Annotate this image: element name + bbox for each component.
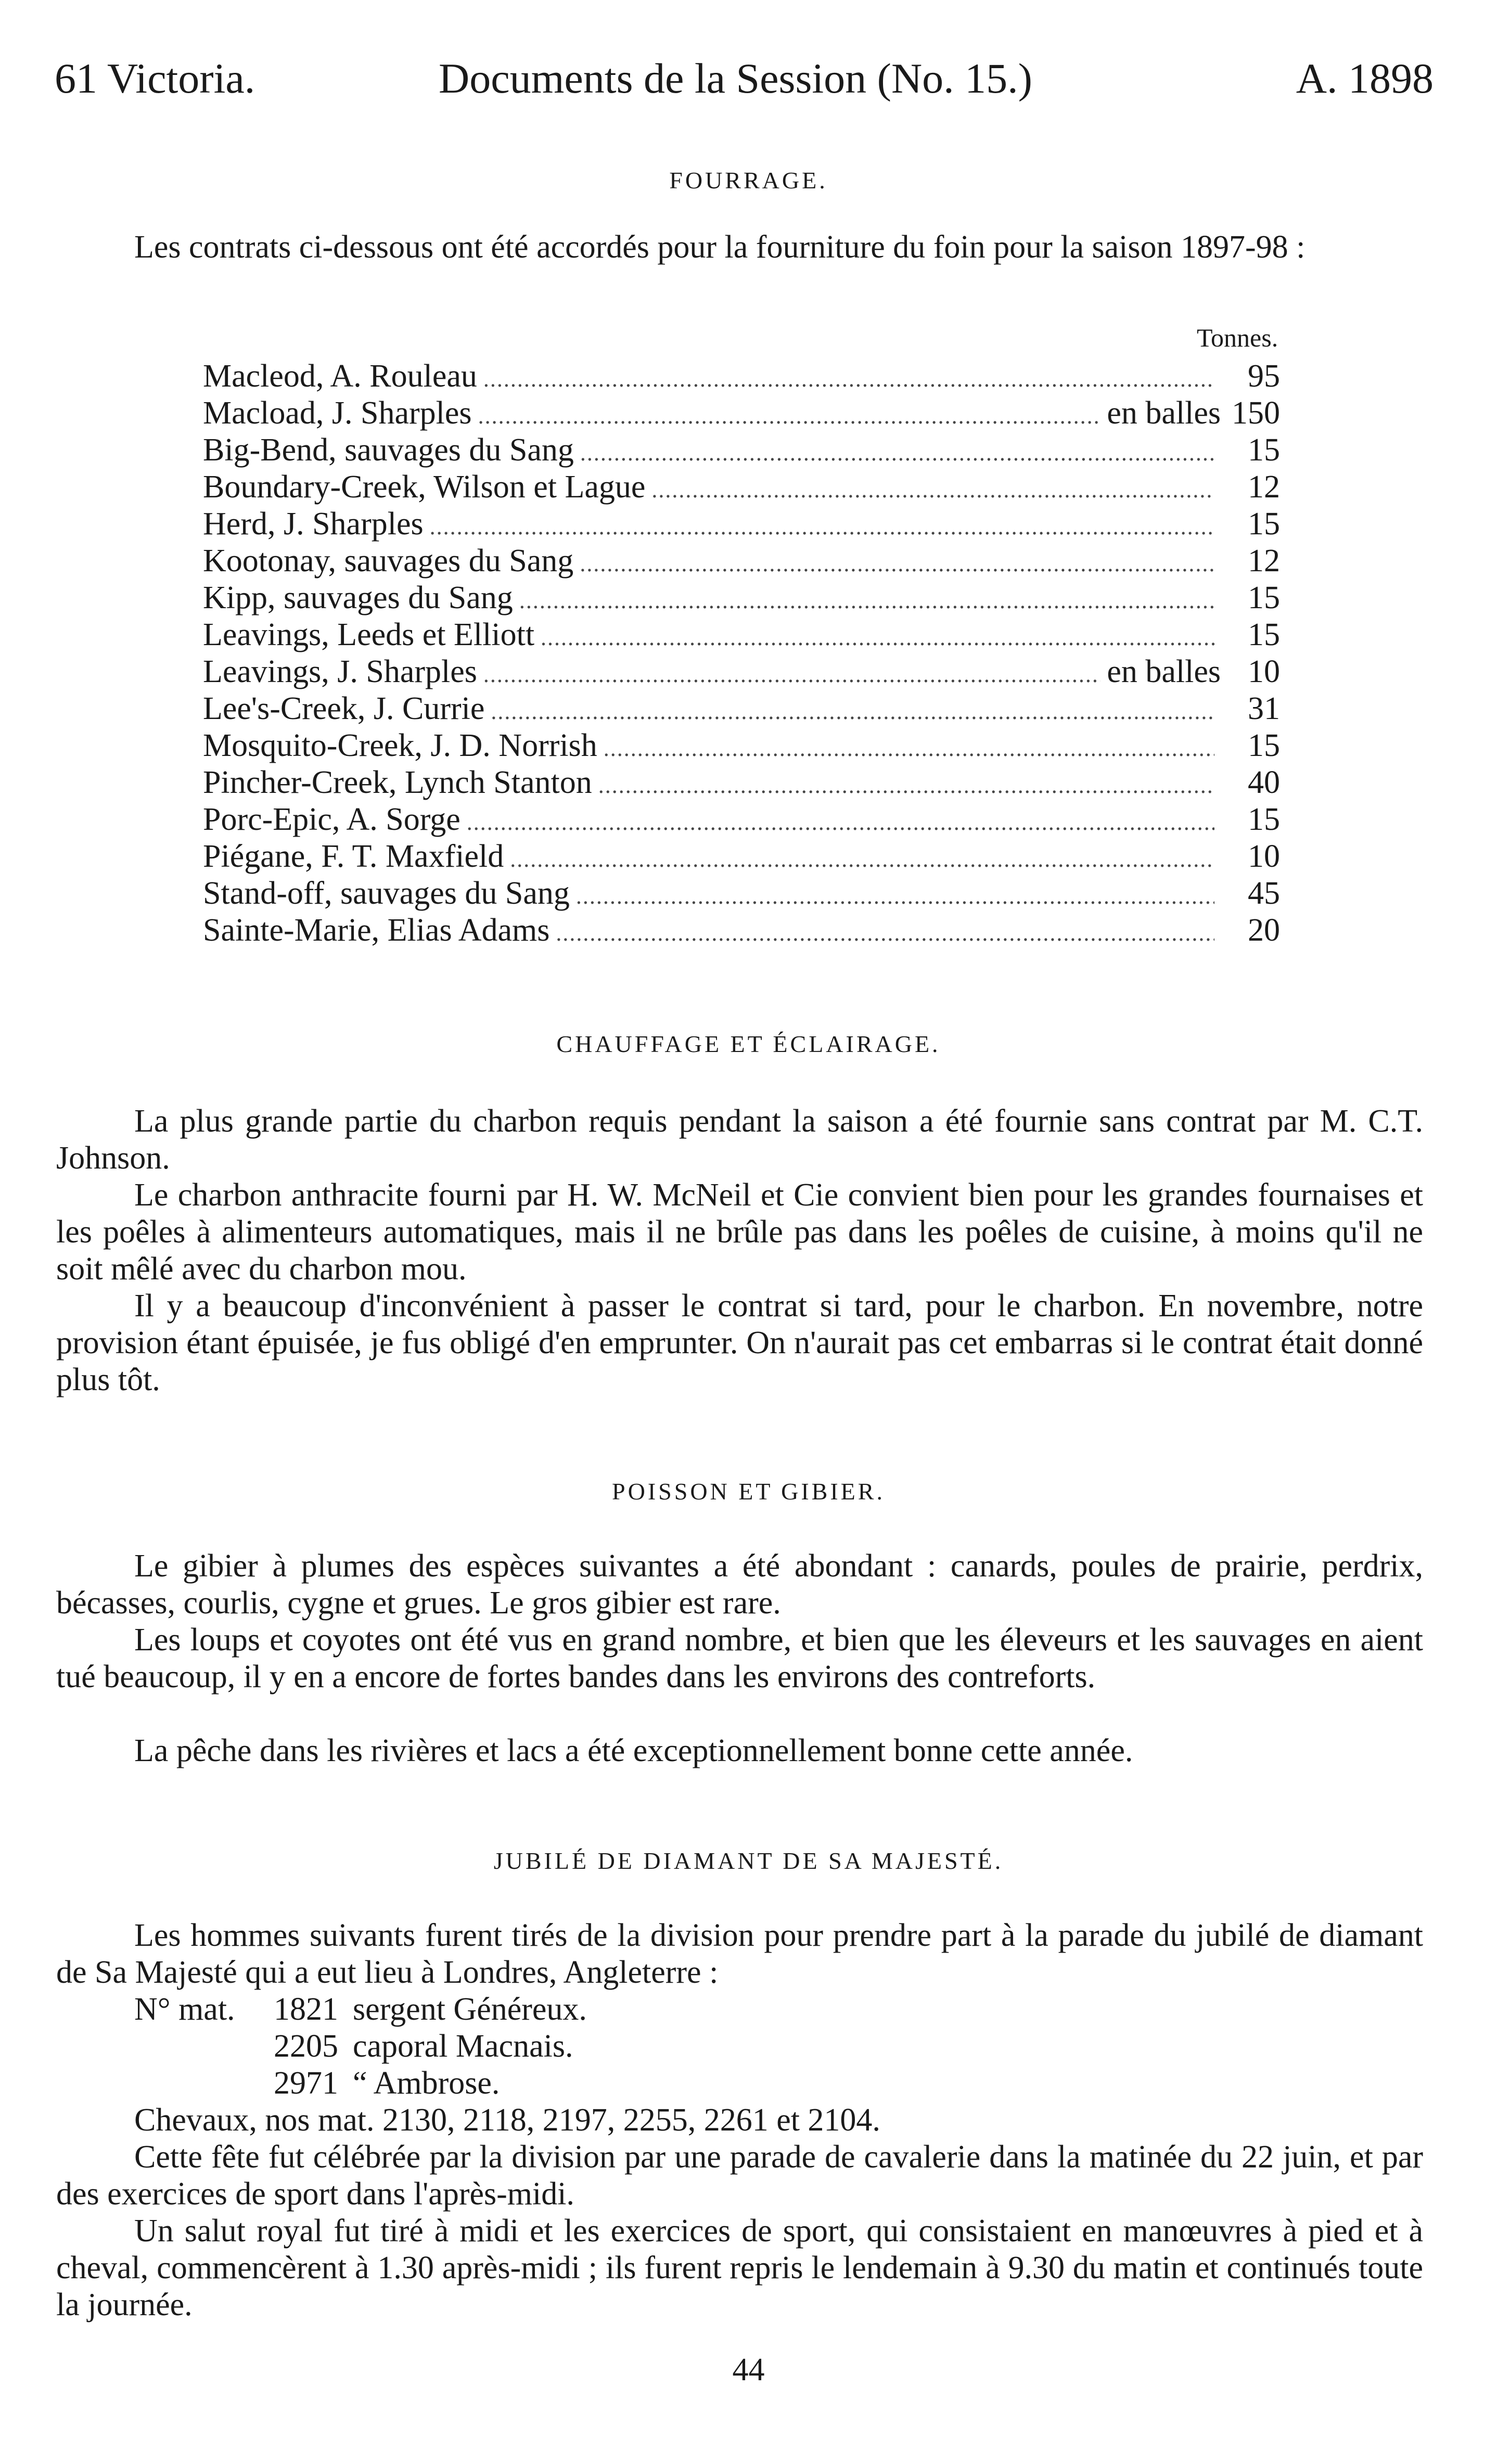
- roster-number: 2205: [274, 2029, 338, 2064]
- fodder-row: [203, 543, 1280, 580]
- fodder-supplier: Big-Bend, sauvages du Sang: [203, 432, 574, 468]
- section-heading-poisson: POISSON ET GIBIER.: [612, 1478, 885, 1505]
- section-heading-chauffage: CHAUFFAGE ET ÉCLAIRAGE.: [556, 1031, 941, 1057]
- section-heading-jubile: JUBILÉ DE DIAMANT DE SA MAJESTÉ.: [493, 1847, 1004, 1874]
- fodder-row: [203, 580, 1280, 617]
- fodder-supplier: Porc-Epic, A. Sorge: [203, 802, 460, 837]
- fodder-quantity: 10: [1248, 654, 1280, 689]
- fodder-quantity: 15: [1248, 617, 1280, 652]
- fodder-quantity: 15: [1248, 728, 1280, 763]
- fodder-supplier: Lee's-Creek, J. Currie: [203, 691, 485, 726]
- fodder-row: [203, 727, 1280, 764]
- chauffage-paragraph: La plus grande partie du charbon requis pendant la saison a été fournie sans contrat par M. C.T. Johnson.: [56, 1103, 1423, 1176]
- roster-person: “ Ambrose.: [353, 2065, 500, 2101]
- fodder-row: [203, 469, 1280, 506]
- fodder-row: [203, 358, 1280, 395]
- fodder-row: [203, 764, 1280, 801]
- poisson-paragraph: La pêche dans les rivières et lacs a été exceptionnellement bonne cette année.: [134, 1733, 1133, 1768]
- fodder-quantity: 20: [1248, 913, 1280, 948]
- fodder-quantity: 95: [1248, 358, 1280, 394]
- jubile-intro: Les hommes suivants furent tirés de la division pour prendre part à la parade du jubilé de diamant de Sa Majesté qui a eut lieu à Londres, Angleterre :: [56, 1918, 1423, 1990]
- fodder-row: [203, 653, 1280, 690]
- roster-prefix: N° mat.: [134, 1992, 235, 2027]
- chauffage-paragraph: Il y a beaucoup d'inconvénient à passer le contrat si tard, pour le charbon. En novembre, notre provision étant épuisée, je fus obligé d'en emprunter. On n'aurait pas cet embarras si le contrat était donné plus tôt.: [56, 1288, 1423, 1397]
- fodder-row: [203, 617, 1280, 653]
- fodder-row: [203, 801, 1280, 838]
- running-header: [55, 50, 1434, 107]
- fodder-supplier: Macload, J. Sharples: [203, 395, 472, 431]
- page-number: 44: [732, 2352, 765, 2388]
- section-heading-fourrage: FOURRAGE.: [669, 167, 828, 194]
- fodder-unit-label: Tonnes.: [1197, 323, 1278, 352]
- fodder-row: [203, 912, 1280, 949]
- fodder-supplier: Macleod, A. Rouleau: [203, 358, 477, 394]
- header-session-title: Documents de la Session (No. 15.): [439, 55, 1032, 102]
- fodder-supplier: Mosquito-Creek, J. D. Norrish: [203, 728, 597, 763]
- fodder-row: [203, 506, 1280, 543]
- fodder-quantity: 31: [1248, 691, 1280, 726]
- fodder-supplier: Leavings, Leeds et Elliott: [203, 617, 535, 652]
- fodder-quantity: 15: [1248, 432, 1280, 468]
- header-year: A. 1898: [1296, 55, 1434, 102]
- fodder-quantity: 40: [1248, 765, 1280, 800]
- jubile-paragraph: Un salut royal fut tiré à midi et les exercices de sport, qui consistaient en manœuvres à pied et à cheval, commencèrent à 1.30 après-midi ; ils furent repris le lendemain à 9.30 du matin et continués toute la journée.: [56, 2213, 1423, 2322]
- roster-person: caporal Macnais.: [353, 2029, 573, 2064]
- fodder-row: [203, 838, 1280, 875]
- fodder-row: [203, 690, 1280, 727]
- fodder-supplier: Boundary-Creek, Wilson et Lague: [203, 469, 646, 505]
- fodder-row: [203, 875, 1280, 912]
- fodder-quantity: 10: [1248, 839, 1280, 874]
- fodder-contract-list: [203, 358, 1280, 949]
- fodder-note: en balles: [1107, 395, 1221, 431]
- fodder-supplier: Kootonay, sauvages du Sang: [203, 543, 574, 579]
- fodder-supplier: Leavings, J. Sharples: [203, 654, 477, 689]
- fodder-quantity: 15: [1248, 506, 1280, 542]
- fodder-quantity: 15: [1248, 580, 1280, 615]
- fodder-supplier: Herd, J. Sharples: [203, 506, 424, 542]
- fodder-quantity: 150: [1232, 395, 1280, 431]
- poisson-paragraph: Les loups et coyotes ont été vus en grand nombre, et bien que les éleveurs et les sauvages en aient tué beaucoup, il y en a encore de fortes bandes dans les environs des contreforts.: [56, 1622, 1423, 1695]
- fourrage-intro: Les contrats ci-dessous ont été accordés pour la fourniture du foin pour la saison 1897-98 :: [134, 229, 1306, 265]
- fodder-supplier: Stand-off, sauvages du Sang: [203, 876, 570, 911]
- fodder-quantity: 12: [1248, 543, 1280, 579]
- fodder-supplier: Pincher-Creek, Lynch Stanton: [203, 765, 592, 800]
- fodder-supplier: Piégane, F. T. Maxfield: [203, 839, 504, 874]
- poisson-paragraph: Le gibier à plumes des espèces suivantes a été abondant : canards, poules de prairie, perdrix, bécasses, courlis, cygne et grues. Le gros gibier est rare.: [56, 1548, 1423, 1621]
- fodder-row: [203, 395, 1280, 432]
- fodder-note: en balles: [1107, 654, 1221, 689]
- fodder-quantity: 12: [1248, 469, 1280, 505]
- horses-list: Chevaux, nos mat. 2130, 2118, 2197, 2255, 2261 et 2104.: [134, 2102, 880, 2138]
- fodder-supplier: Sainte-Marie, Elias Adams: [203, 913, 550, 948]
- fodder-quantity: 15: [1248, 802, 1280, 837]
- fodder-quantity: 45: [1248, 876, 1280, 911]
- roster-number: 1821: [274, 1992, 338, 2027]
- fodder-supplier: Kipp, sauvages du Sang: [203, 580, 513, 615]
- roster-person: sergent Généreux.: [353, 1992, 587, 2027]
- roster-number: 2971: [274, 2065, 338, 2101]
- fodder-row: [203, 432, 1280, 469]
- header-regnal-year: 61 Victoria.: [55, 55, 255, 102]
- chauffage-paragraph: Le charbon anthracite fourni par H. W. McNeil et Cie convient bien pour les grandes fournaises et les poêles à alimenteurs automatiques, mais il ne brûle pas dans les poêles de cuisine, à moins qu'il ne soit mêlé avec du charbon mou.: [56, 1177, 1423, 1287]
- jubile-paragraph: Cette fête fut célébrée par la division par une parade de cavalerie dans la matinée du 22 juin, et par des exercices de sport dans l'après-midi.: [56, 2139, 1423, 2212]
